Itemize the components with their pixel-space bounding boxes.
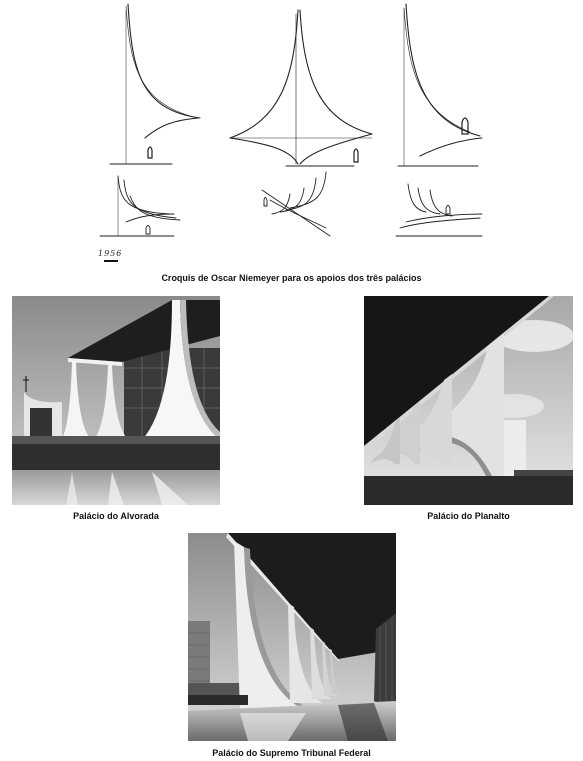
sketch-alvorada-top [110,4,200,164]
photo-palacio-stf [188,533,396,741]
niemeyer-sketches [90,0,510,268]
sketch-alvorada-bottom [100,176,180,236]
sketch-stf-bottom [396,184,482,236]
sketches-caption: Croquis de Oscar Niemeyer para os apoios dos três palácios [161,273,422,283]
sketch-date-underline [104,260,118,262]
photo-palacio-alvorada [12,296,220,505]
sketch-date: 1956 [98,249,123,258]
sketch-planalto-bottom [262,172,330,236]
sketch-planalto-top [230,10,372,166]
photo-palacio-planalto [364,296,573,505]
caption-palacio-planalto: Palácio do Planalto [427,511,510,521]
sketch-stf-top [398,4,482,166]
caption-palacio-alvorada: Palácio do Alvorada [73,511,159,521]
caption-palacio-stf: Palácio do Supremo Tribunal Federal [212,748,371,758]
